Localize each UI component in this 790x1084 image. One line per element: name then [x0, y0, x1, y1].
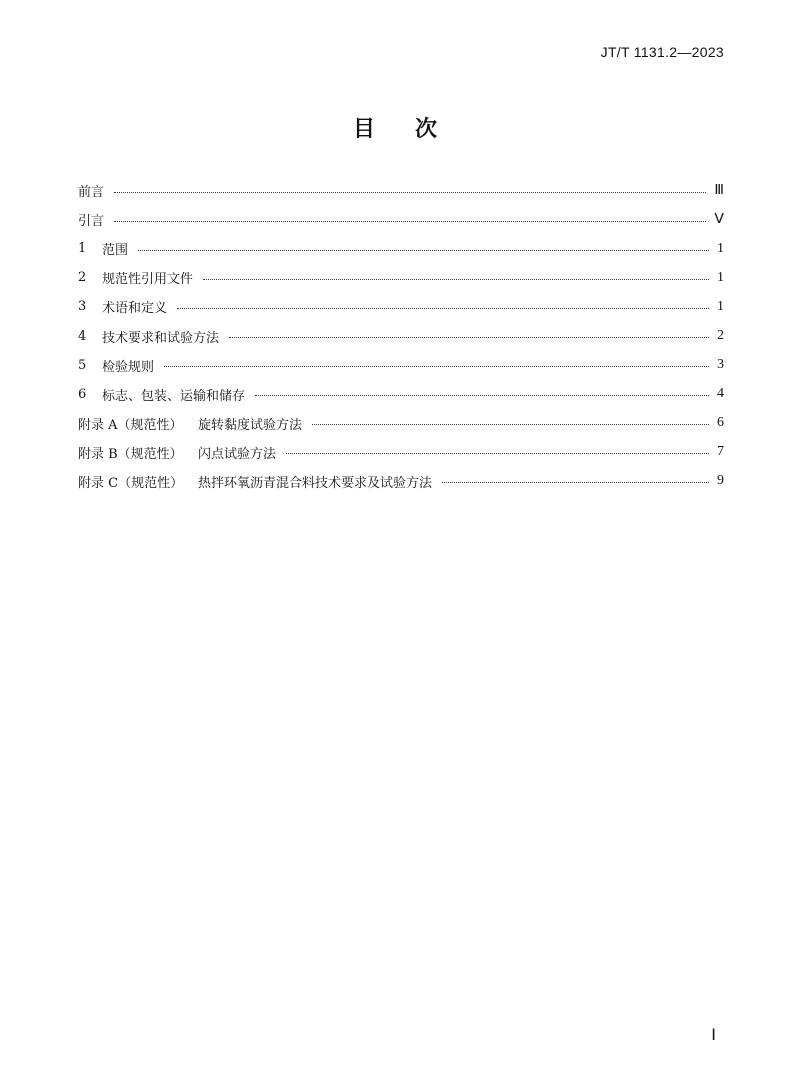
toc-page-number: 7 — [717, 444, 724, 460]
dot-leader — [286, 452, 709, 454]
toc-section-number: 4 — [78, 328, 87, 344]
toc-entry-annex-b[interactable] — [78, 438, 724, 467]
toc-entry-label: 旋转黏度试验方法 — [198, 417, 303, 433]
page-number: Ⅰ — [711, 1027, 716, 1044]
toc-entry-label: 引言 — [78, 214, 105, 230]
title-char-1: 目 — [352, 117, 375, 142]
toc-entry-introduction[interactable] — [78, 205, 724, 234]
toc-entry-label: 范围 — [102, 243, 129, 259]
page-title — [0, 112, 790, 143]
toc-entry-label: 闪点试验方法 — [198, 446, 277, 462]
toc-entry-foreword[interactable] — [78, 176, 724, 205]
toc-page-number: 4 — [717, 386, 724, 402]
toc-page-number: 1 — [717, 298, 724, 314]
toc-page-number: Ⅲ — [714, 183, 724, 199]
dot-leader — [312, 423, 709, 425]
toc-entry-label: 技术要求和试验方法 — [102, 330, 220, 346]
title-char-2: 次 — [415, 117, 438, 142]
toc-annex-prefix: 附录 A（规范性） — [78, 417, 183, 433]
dot-leader — [138, 249, 709, 251]
dot-leader — [164, 365, 709, 367]
toc-entry-section-4[interactable] — [78, 321, 724, 350]
toc-page-number: 3 — [717, 357, 724, 373]
dot-leader — [114, 191, 706, 193]
toc-page-number: 1 — [717, 269, 724, 285]
table-of-contents — [78, 176, 724, 496]
dot-leader — [229, 336, 709, 338]
toc-section-number: 2 — [78, 270, 87, 286]
toc-entry-label: 前言 — [78, 185, 105, 201]
toc-page-number: 1 — [717, 240, 724, 256]
toc-page-number: 6 — [717, 415, 724, 431]
toc-entry-label: 规范性引用文件 — [102, 272, 194, 288]
dot-leader — [442, 481, 709, 483]
dot-leader — [203, 278, 709, 280]
toc-entry-section-3[interactable] — [78, 292, 724, 321]
toc-section-number: 3 — [78, 299, 87, 315]
dot-leader — [177, 307, 709, 309]
toc-annex-prefix: 附录 B（规范性） — [78, 446, 183, 462]
toc-entry-label: 热拌环氧沥青混合料技术要求及试验方法 — [198, 475, 433, 491]
toc-entry-section-6[interactable] — [78, 380, 724, 409]
toc-section-number: 1 — [78, 241, 87, 257]
toc-entry-section-1[interactable] — [78, 234, 724, 263]
toc-entry-label: 检验规则 — [102, 359, 155, 375]
toc-entry-label: 标志、包装、运输和储存 — [102, 388, 246, 404]
toc-page-number: 2 — [717, 328, 724, 344]
toc-annex-prefix: 附录 C（规范性） — [78, 475, 184, 491]
toc-entry-section-2[interactable] — [78, 263, 724, 292]
dot-leader — [255, 394, 709, 396]
dot-leader — [114, 220, 706, 222]
toc-entry-annex-a[interactable] — [78, 409, 724, 438]
toc-page-number: 9 — [717, 473, 724, 489]
document-code: JT/T 1131.2—2023 — [600, 44, 724, 60]
toc-entry-section-5[interactable] — [78, 351, 724, 380]
toc-section-number: 5 — [78, 357, 87, 373]
toc-section-number: 6 — [78, 386, 87, 402]
toc-page-number: Ⅴ — [714, 212, 724, 228]
toc-entry-annex-c[interactable] — [78, 467, 724, 496]
toc-entry-label: 术语和定义 — [102, 301, 168, 317]
